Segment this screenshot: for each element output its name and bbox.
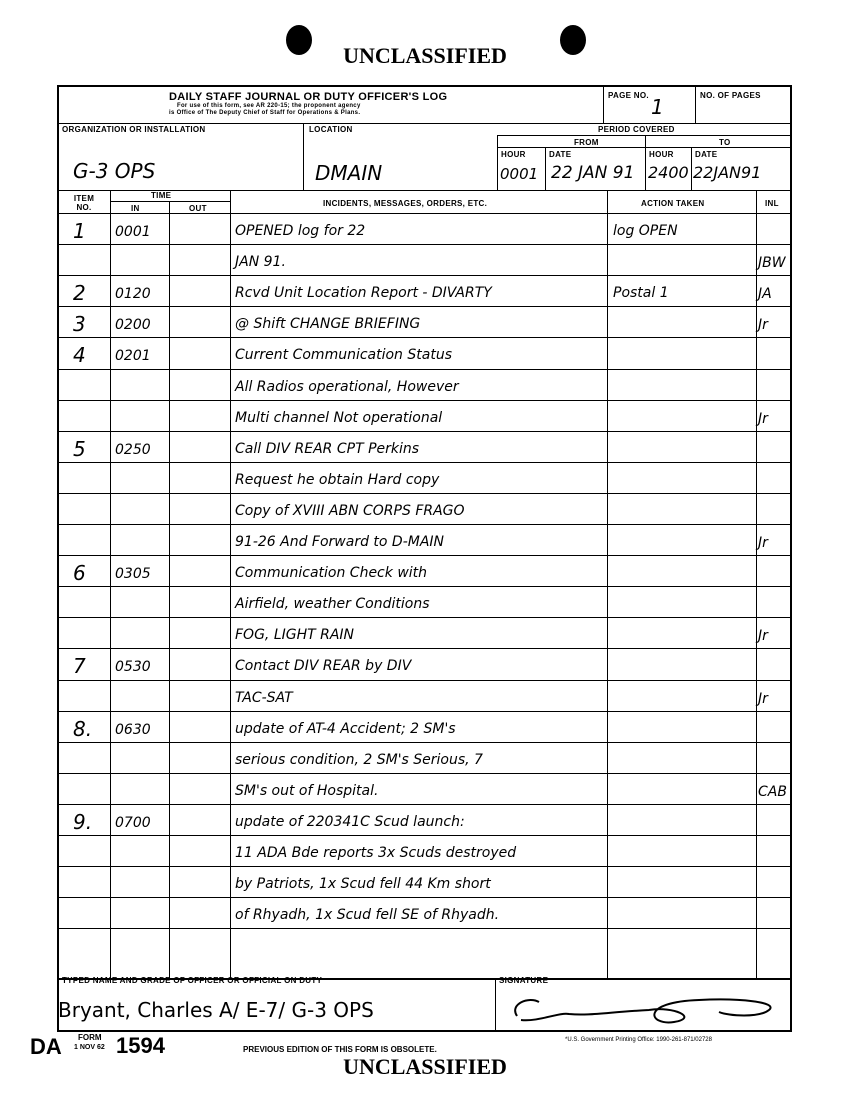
row-time-in: 0530 xyxy=(115,659,151,676)
row-incident-text: Rcvd Unit Location Report - DIVARTY xyxy=(235,285,492,302)
row-incident-text: serious condition, 2 SM's Serious, 7 xyxy=(235,751,483,768)
row-initials: JA xyxy=(758,286,772,303)
row-incident-text: FOG, LIGHT RAIN xyxy=(235,627,355,644)
row-item-no: 5 xyxy=(73,436,86,461)
row-rule xyxy=(59,897,790,898)
row-item-no: 6 xyxy=(73,561,86,586)
row-initials: Jr xyxy=(758,690,768,707)
row-initials: Jr xyxy=(758,535,768,551)
row-rule xyxy=(59,617,790,618)
to-label: TO xyxy=(719,138,731,147)
row-item-no: 2 xyxy=(73,281,86,306)
row-time-in: 0250 xyxy=(115,441,151,458)
location-label: LOCATION xyxy=(309,125,353,134)
from-hour-value: 0001 xyxy=(500,165,539,183)
row-rule xyxy=(59,928,790,929)
row-incident-text: 11 ADA Bde reports 3x Scuds destroyed xyxy=(235,845,517,861)
printing-office-note: *U.S. Government Printing Office: 1990-261-871/02728 xyxy=(565,1037,712,1043)
col-out-label: OUT xyxy=(189,204,207,213)
row-incident-text: Current Communication Status xyxy=(235,347,452,364)
row-incident-text: Airfield, weather Conditions xyxy=(235,596,430,613)
duty-log-form xyxy=(57,85,792,980)
form-date: 1 NOV 62 xyxy=(74,1044,105,1051)
row-rule xyxy=(59,493,790,494)
row-rule xyxy=(59,711,790,712)
to-hour-label: HOUR xyxy=(649,150,674,159)
row-rule xyxy=(59,680,790,681)
row-incident-text: JAN 91. xyxy=(235,254,286,271)
previous-edition-note: PREVIOUS EDITION OF THIS FORM IS OBSOLETE. xyxy=(243,1045,437,1054)
row-time-in: 0630 xyxy=(115,721,151,738)
row-action-taken: log OPEN xyxy=(613,223,678,239)
row-time-in: 0200 xyxy=(115,317,151,334)
signature-block xyxy=(57,976,792,1032)
row-rule xyxy=(59,648,790,649)
row-rule xyxy=(59,835,790,836)
row-incident-text: SM's out of Hospital. xyxy=(235,782,379,799)
col-item-label: ITEM NO. xyxy=(73,194,95,212)
row-incident-text: Call DIV REAR CPT Perkins xyxy=(235,440,420,457)
to-date-label: DATE xyxy=(695,150,718,159)
to-hour-value: 2400 xyxy=(648,163,689,182)
row-item-no: 8. xyxy=(73,716,93,741)
row-incident-text: OPENED log for 22 xyxy=(235,223,366,239)
no-of-pages-label: NO. OF PAGES xyxy=(700,91,761,100)
row-incident-text: Request he obtain Hard copy xyxy=(235,471,440,488)
row-incident-text: All Radios operational, However xyxy=(235,378,459,395)
row-rule xyxy=(59,742,790,743)
col-time-label: TIME xyxy=(151,191,172,200)
row-rule xyxy=(59,431,790,432)
org-value: G-3 OPS xyxy=(73,159,156,183)
row-rule xyxy=(59,804,790,805)
row-rule xyxy=(59,555,790,556)
row-incident-text: Communication Check with xyxy=(235,565,428,582)
col-in-label: IN xyxy=(131,204,140,213)
form-subtitle-1: For use of this form, see AR 220-15; the proponent agency xyxy=(177,103,361,109)
row-rule xyxy=(59,275,790,276)
row-rule xyxy=(59,400,790,401)
row-initials: CAB xyxy=(758,783,787,800)
classification-top: UNCLASSIFIED xyxy=(343,43,507,68)
page-no-label: PAGE NO. xyxy=(608,91,649,100)
form-number: 1594 xyxy=(116,1033,165,1058)
row-time-in: 0120 xyxy=(115,286,151,303)
row-incident-text: TAC-SAT xyxy=(235,689,293,706)
row-incident-text: 91-26 And Forward to D-MAIN xyxy=(235,534,445,550)
from-date-label: DATE xyxy=(549,150,572,159)
row-action-taken: Postal 1 xyxy=(613,285,669,302)
row-rule xyxy=(59,244,790,245)
row-initials: Jr xyxy=(758,317,768,334)
row-incident-text: of Rhyadh, 1x Scud fell SE of Rhyadh. xyxy=(235,907,500,924)
row-incident-text: update of AT-4 Accident; 2 SM's xyxy=(235,720,456,737)
row-time-in: 0201 xyxy=(115,348,151,365)
row-incident-text: Copy of XVIII ABN CORPS FRAGO xyxy=(235,502,465,519)
location-value: DMAIN xyxy=(315,161,383,185)
typed-name-value: Bryant, Charles A/ E-7/ G-3 OPS xyxy=(58,998,374,1022)
from-date-value: 22 JAN 91 xyxy=(551,163,635,183)
to-date-value: 22JAN91 xyxy=(693,163,762,182)
page-no-value: 1 xyxy=(651,95,664,119)
row-rule xyxy=(59,306,790,307)
row-incident-text: by Patriots, 1x Scud fell 44 Km short xyxy=(235,876,491,893)
form-title: DAILY STAFF JOURNAL OR DUTY OFFICER'S LOG xyxy=(169,91,448,103)
row-initials: Jr xyxy=(758,410,768,427)
from-hour-label: HOUR xyxy=(501,150,526,159)
form-id: DA xyxy=(30,1034,62,1059)
typed-name-label: TYPED NAME AND GRADE OF OFFICER OR OFFICIAL ON DUTY xyxy=(62,976,323,985)
row-rule xyxy=(59,586,790,587)
row-item-no: 1 xyxy=(73,219,86,243)
row-incident-text: update of 220341C Scud launch: xyxy=(235,813,465,830)
row-rule xyxy=(59,337,790,338)
signature-label: SIGNATURE xyxy=(499,976,549,985)
row-item-no: 4 xyxy=(73,343,86,368)
row-rule xyxy=(59,866,790,867)
row-rule xyxy=(59,773,790,774)
col-inl-label: INL xyxy=(765,199,779,208)
period-label: PERIOD COVERED xyxy=(598,125,675,134)
row-rule xyxy=(59,524,790,525)
row-time-in: 0305 xyxy=(115,566,151,583)
signature-mark xyxy=(499,982,789,1028)
row-item-no: 3 xyxy=(73,312,86,337)
form-subtitle-2: is Office of The Deputy Chief of Staff for Operations & Plans. xyxy=(169,110,361,116)
row-item-no: 7 xyxy=(73,654,86,679)
row-time-in: 0700 xyxy=(115,814,151,831)
classification-bottom: UNCLASSIFIED xyxy=(343,1054,507,1079)
row-rule xyxy=(59,369,790,370)
org-label: ORGANIZATION OR INSTALLATION xyxy=(62,125,206,134)
row-initials: JBW xyxy=(758,255,786,272)
row-incident-text: @ Shift CHANGE BRIEFING xyxy=(235,316,421,333)
row-time-in: 0001 xyxy=(115,224,151,240)
row-initials: Jr xyxy=(758,628,768,645)
row-item-no: 9. xyxy=(73,809,93,834)
form-label: FORM xyxy=(78,1033,102,1042)
col-incidents-label: INCIDENTS, MESSAGES, ORDERS, ETC. xyxy=(323,199,488,208)
col-action-label: ACTION TAKEN xyxy=(641,199,705,208)
from-label: FROM xyxy=(574,138,599,147)
row-rule xyxy=(59,462,790,463)
row-incident-text: Multi channel Not operational xyxy=(235,409,443,426)
row-incident-text: Contact DIV REAR by DIV xyxy=(235,658,412,675)
